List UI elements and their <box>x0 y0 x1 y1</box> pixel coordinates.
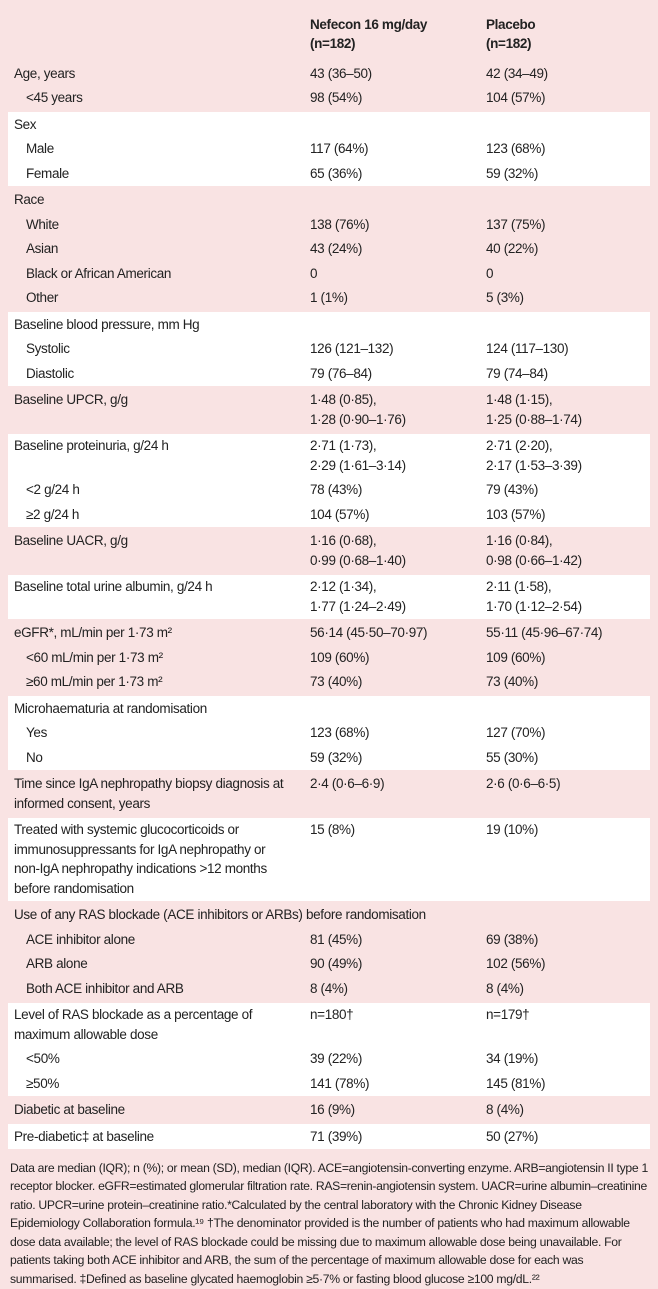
placebo-value: 2·71 (2·20), 2·17 (1·53–3·39) <box>484 433 650 478</box>
table-row <box>8 745 650 771</box>
row-label: Black or African American <box>8 261 300 286</box>
table-row <box>8 902 650 928</box>
table-row <box>8 311 650 337</box>
table-row <box>8 187 650 213</box>
table-row <box>8 1002 650 1047</box>
row-label: Both ACE inhibitor and ARB <box>8 976 300 1002</box>
row-label: Use of any RAS blockade (ACE inhibitors or ARBs) before randomisation <box>8 902 650 928</box>
row-label: Other <box>8 286 300 312</box>
table-row <box>8 817 650 902</box>
nefecon-value <box>300 111 484 137</box>
placebo-value: 73 (40%) <box>484 670 650 696</box>
placebo-value <box>484 695 650 721</box>
table-row <box>8 361 650 387</box>
table-row <box>8 721 650 746</box>
nefecon-value: 78 (43%) <box>300 478 484 503</box>
table-group <box>8 311 650 387</box>
baseline-characteristics-table <box>8 0 650 1149</box>
row-label: Pre-diabetic‡ at baseline <box>8 1123 300 1149</box>
nefecon-value: 73 (40%) <box>300 670 484 696</box>
table-row <box>8 502 650 528</box>
nefecon-value: 98 (54%) <box>300 86 484 112</box>
placebo-value <box>484 187 650 213</box>
table-group <box>8 187 650 312</box>
table-row <box>8 433 650 478</box>
row-label: ARB alone <box>8 952 300 977</box>
table-row <box>8 620 650 646</box>
table-row <box>8 212 650 237</box>
placebo-value: 79 (74–84) <box>484 361 650 387</box>
placebo-value <box>484 111 650 137</box>
nefecon-value: 59 (32%) <box>300 745 484 771</box>
table-row <box>8 1071 650 1097</box>
row-label: Baseline UPCR, g/g <box>8 387 300 433</box>
table-row <box>8 387 650 433</box>
placebo-value <box>484 311 650 337</box>
table-group <box>8 574 650 620</box>
nefecon-value: 43 (24%) <box>300 237 484 262</box>
placebo-value: 55·11 (45·96–67·74) <box>484 620 650 646</box>
row-label: Treated with systemic glucocorticoids or immunosuppressants for IgA nephropathy or non-IgA nephropathy indications >12 months before randomisation <box>8 817 300 902</box>
table-row <box>8 111 650 137</box>
nefecon-value: 141 (78%) <box>300 1071 484 1097</box>
row-label: ACE inhibitor alone <box>8 927 300 952</box>
placebo-value: 0 <box>484 261 650 286</box>
placebo-value: 1·16 (0·84), 0·98 (0·66–1·42) <box>484 528 650 574</box>
nefecon-value: 2·12 (1·34), 1·77 (1·24–2·49) <box>300 574 484 620</box>
placebo-value: 124 (117–130) <box>484 337 650 362</box>
row-label: <50% <box>8 1047 300 1072</box>
row-label: Diastolic <box>8 361 300 387</box>
nefecon-value: 65 (36%) <box>300 161 484 187</box>
placebo-value: 1·48 (1·15), 1·25 (0·88–1·74) <box>484 387 650 433</box>
row-label: ≥50% <box>8 1071 300 1097</box>
nefecon-value: 123 (68%) <box>300 721 484 746</box>
placebo-value: 104 (57%) <box>484 86 650 112</box>
placebo-value: n=179† <box>484 1002 650 1047</box>
placebo-value: 40 (22%) <box>484 237 650 262</box>
row-label: eGFR*, mL/min per 1·73 m² <box>8 620 300 646</box>
placebo-value: 59 (32%) <box>484 161 650 187</box>
nefecon-value: 81 (45%) <box>300 927 484 952</box>
table-group <box>8 771 650 817</box>
placebo-value: 79 (43%) <box>484 478 650 503</box>
nefecon-value: 1·16 (0·68), 0·99 (0·68–1·40) <box>300 528 484 574</box>
table-group <box>8 387 650 433</box>
row-label: Female <box>8 161 300 187</box>
row-label: Baseline blood pressure, mm Hg <box>8 311 300 337</box>
placebo-value: 2·11 (1·58), 1·70 (1·12–2·54) <box>484 574 650 620</box>
placebo-value: 55 (30%) <box>484 745 650 771</box>
nefecon-value: 16 (9%) <box>300 1097 484 1124</box>
row-label: White <box>8 212 300 237</box>
nefecon-value: 79 (76–84) <box>300 361 484 387</box>
table-group <box>8 1123 650 1149</box>
placebo-value: 5 (3%) <box>484 286 650 312</box>
table-row <box>8 574 650 620</box>
table-group <box>8 1002 650 1097</box>
nefecon-value: 1·48 (0·85), 1·28 (0·90–1·76) <box>300 387 484 433</box>
row-label: Race <box>8 187 300 213</box>
nefecon-value: 2·71 (1·73), 2·29 (1·61–3·14) <box>300 433 484 478</box>
placebo-value: 19 (10%) <box>484 817 650 902</box>
nefecon-value: 43 (36–50) <box>300 60 484 86</box>
table-row <box>8 478 650 503</box>
table-row <box>8 952 650 977</box>
header-label-column <box>8 0 300 60</box>
table-group <box>8 620 650 696</box>
table-row <box>8 528 650 574</box>
row-label: <45 years <box>8 86 300 112</box>
table-row <box>8 286 650 312</box>
nefecon-value: 126 (121–132) <box>300 337 484 362</box>
nefecon-value: 0 <box>300 261 484 286</box>
table-row <box>8 137 650 162</box>
nefecon-value: 138 (76%) <box>300 212 484 237</box>
nefecon-value: 8 (4%) <box>300 976 484 1002</box>
nefecon-value <box>300 695 484 721</box>
placebo-value: 109 (60%) <box>484 645 650 670</box>
placebo-value: 102 (56%) <box>484 952 650 977</box>
placebo-value: 127 (70%) <box>484 721 650 746</box>
table-header-row <box>8 0 650 60</box>
row-label: <2 g/24 h <box>8 478 300 503</box>
nefecon-value: 2·4 (0·6–6·9) <box>300 771 484 817</box>
nefecon-value: 117 (64%) <box>300 137 484 162</box>
table-footnote: Data are median (IQR); n (%); or mean (SD), median (IQR). ACE=angiotensin-converting enzyme. ARB=angiotensin II type 1 receptor blocker. eGFR=estimated glomerular filtration rate. RAS=renin-angiotensin system. UACR=urine albumin–creatinine ratio. UPCR=urine protein–creatinine ratio.*Calculated by the central laboratory with the Chronic Kidney Disease Epidemiology Collaboration formula.¹⁹ †The denominator provided is the number of patients who had maximum allowable dose data available; the level of RAS blockade could be missing due to maximum allowable dose being unavailable. For patients taking both ACE inhibitor and ARB, the sum of the percentage of maximum allowable dose for each was summarised. ‡Defined as baseline glycated haemoglobin ≥5·7% or fasting blood glucose ≥100 mg/dL.²² <box>10 1160 648 1287</box>
nefecon-value: 56·14 (45·50–70·97) <box>300 620 484 646</box>
nefecon-value: 1 (1%) <box>300 286 484 312</box>
placebo-value: 8 (4%) <box>484 976 650 1002</box>
table-row <box>8 645 650 670</box>
nefecon-value: 15 (8%) <box>300 817 484 902</box>
placebo-value: 123 (68%) <box>484 137 650 162</box>
table-group <box>8 902 650 1002</box>
placebo-value: 50 (27%) <box>484 1123 650 1149</box>
nefecon-value <box>300 311 484 337</box>
table-row <box>8 1123 650 1149</box>
table-row <box>8 1047 650 1072</box>
placebo-value: 42 (34–49) <box>484 60 650 86</box>
table-row <box>8 771 650 817</box>
table-row <box>8 927 650 952</box>
row-label: ≥2 g/24 h <box>8 502 300 528</box>
header-placebo: Placebo (n=182) <box>484 0 650 60</box>
placebo-value: 137 (75%) <box>484 212 650 237</box>
row-label: Age, years <box>8 60 300 86</box>
header-nefecon: Nefecon 16 mg/day (n=182) <box>300 0 484 60</box>
nefecon-value: 90 (49%) <box>300 952 484 977</box>
row-label: ≥60 mL/min per 1·73 m² <box>8 670 300 696</box>
row-label: Systolic <box>8 337 300 362</box>
row-label: Male <box>8 137 300 162</box>
nefecon-value: 39 (22%) <box>300 1047 484 1072</box>
table-group <box>8 528 650 574</box>
placebo-value: 145 (81%) <box>484 1071 650 1097</box>
row-label: Baseline proteinuria, g/24 h <box>8 433 300 478</box>
row-label: Yes <box>8 721 300 746</box>
placebo-value: 8 (4%) <box>484 1097 650 1124</box>
table-row <box>8 60 650 86</box>
placebo-value: 103 (57%) <box>484 502 650 528</box>
row-label: Asian <box>8 237 300 262</box>
table-row <box>8 1097 650 1124</box>
row-label: Baseline total urine albumin, g/24 h <box>8 574 300 620</box>
nefecon-value: n=180† <box>300 1002 484 1047</box>
row-label: Baseline UACR, g/g <box>8 528 300 574</box>
row-label: No <box>8 745 300 771</box>
table-row <box>8 976 650 1002</box>
placebo-value: 2·6 (0·6–6·5) <box>484 771 650 817</box>
row-label: Level of RAS blockade as a percentage of maximum allowable dose <box>8 1002 300 1047</box>
table-row <box>8 670 650 696</box>
table-row <box>8 237 650 262</box>
row-label: Sex <box>8 111 300 137</box>
table-row <box>8 695 650 721</box>
nefecon-value: 71 (39%) <box>300 1123 484 1149</box>
nefecon-value <box>300 187 484 213</box>
table-group <box>8 433 650 528</box>
row-label: Time since IgA nephropathy biopsy diagnosis at informed consent, years <box>8 771 300 817</box>
table-group <box>8 60 650 111</box>
table-group <box>8 1097 650 1124</box>
row-label: Microhaematuria at randomisation <box>8 695 300 721</box>
nefecon-value: 109 (60%) <box>300 645 484 670</box>
row-label: <60 mL/min per 1·73 m² <box>8 645 300 670</box>
nefecon-value: 104 (57%) <box>300 502 484 528</box>
table-row <box>8 337 650 362</box>
table-group <box>8 817 650 902</box>
placebo-value: 34 (19%) <box>484 1047 650 1072</box>
table-row <box>8 161 650 187</box>
table-group <box>8 111 650 187</box>
placebo-value: 69 (38%) <box>484 927 650 952</box>
table-group <box>8 695 650 771</box>
table-row <box>8 261 650 286</box>
table-row <box>8 86 650 112</box>
row-label: Diabetic at baseline <box>8 1097 300 1124</box>
